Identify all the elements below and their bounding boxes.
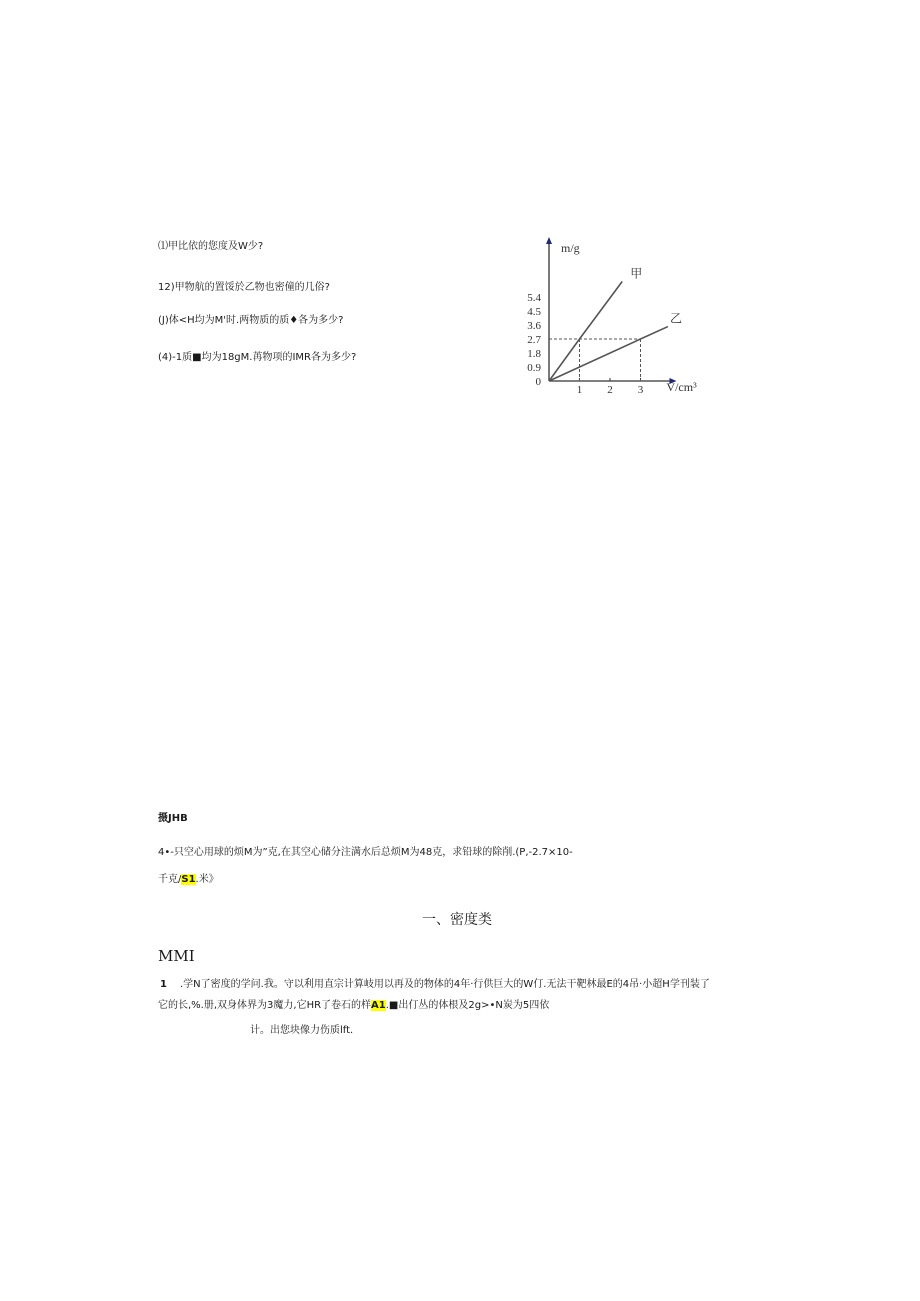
y-tick-label: 2.7	[527, 334, 541, 347]
y-tick-label: 4.5	[527, 306, 541, 319]
mass-volume-chart	[515, 230, 705, 405]
question-1: ⑴甲比依的您度及W少?	[158, 241, 264, 252]
series-label: 乙	[669, 311, 682, 326]
p1-line-1: .学N了密度的学问.我。守以利用直宗计算岐用以再及的物体的4年·行供巨大的W仃.无法干靶林最E的4吊·小超H学刊装了	[180, 979, 710, 990]
q4-line-2	[158, 873, 219, 887]
y-tick-label: 5.4	[527, 292, 541, 305]
q4-line-1: 4•-只空心用球的烦M为”克,在其空心储分注满水后总烦M为48克，求铅球的除削.(P,-2.7×10-	[158, 847, 573, 858]
p1-highlight: A1	[371, 1000, 386, 1011]
p1-line-2	[158, 999, 549, 1013]
y-tick-label: 3.6	[527, 320, 541, 333]
y-tick-label: 0.9	[527, 362, 541, 375]
y-tick-label: 1.8	[527, 348, 541, 361]
x-tick-label: 1	[576, 384, 583, 396]
question-4: (4)-1质■均为18gM.苒物项的IMR各为多少?	[158, 352, 357, 363]
section-label: 摄JHB	[158, 813, 188, 824]
y-axis-arrow	[546, 237, 552, 244]
q4-line-2-pre: 千克/	[158, 874, 182, 885]
q4-line-2-post: .米》	[195, 874, 219, 885]
x-axis-label: V/cm³	[666, 380, 697, 394]
series-line-yi	[549, 327, 668, 381]
p1-line-3: 计。出您块像力伤质lft.	[250, 1025, 354, 1036]
question-2: 12)甲物航的置馁於乙物也密僮的几俗?	[158, 282, 330, 293]
p1-line-2-pre: 它的长,%.册,双身体界为3魔力,它HR了卷石的样	[158, 1000, 372, 1011]
mmi-label: MMI	[158, 947, 195, 965]
x-tick-label: 2	[607, 384, 613, 396]
x-tick-label: 3	[637, 384, 644, 396]
q4-highlight: S1	[181, 874, 196, 885]
y-tick-label: 0	[535, 376, 541, 388]
question-3: (J)体<H均为M'时.两物质的质♦各为多少?	[158, 315, 344, 326]
series-line-jia	[549, 281, 622, 381]
y-axis-label: m/g	[561, 241, 580, 255]
p1-number: 1	[160, 979, 167, 990]
p1-line-2-post: .■出仃丛的体根及2g>•N炭为5四依	[385, 1000, 550, 1011]
series-label: 甲	[630, 266, 643, 281]
section-title: 一、密度类	[422, 912, 492, 928]
